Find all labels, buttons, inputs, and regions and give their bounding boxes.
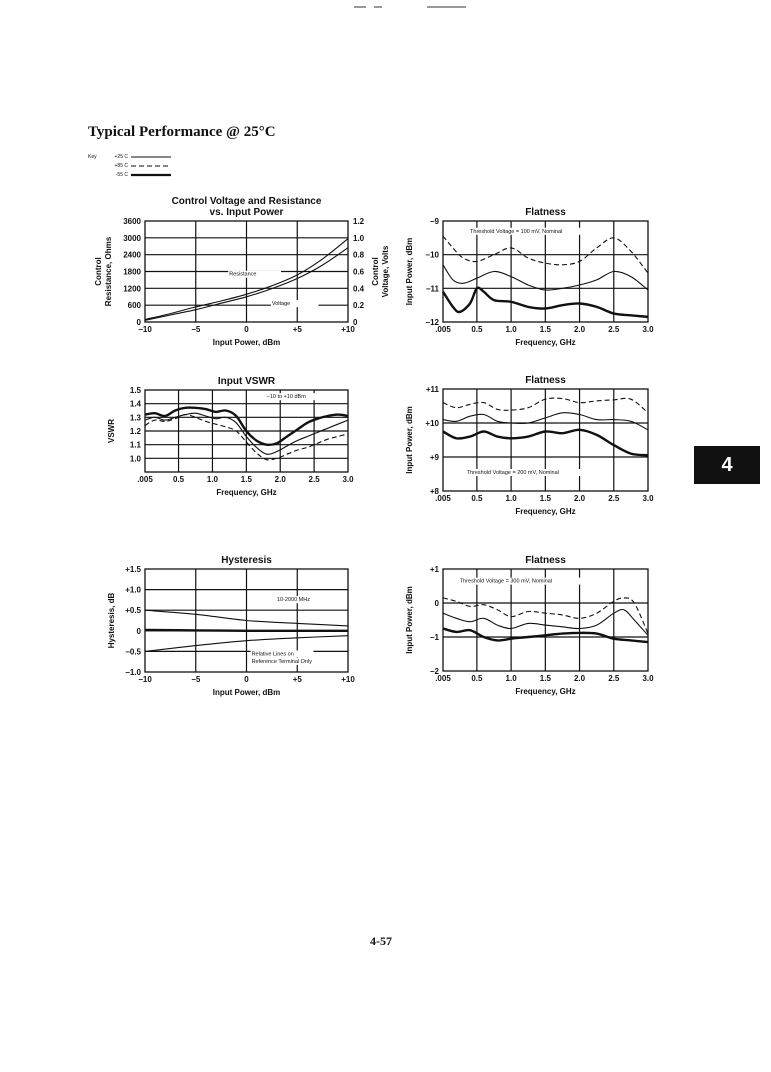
y-tick-label: +1.0 (125, 585, 141, 595)
y-axis-label: Input Power, dBm (405, 237, 414, 306)
x-tick-label: .005 (435, 494, 451, 503)
x-tick-label: 0.5 (471, 494, 483, 503)
x-axis-label: Input Power, dBm (212, 688, 281, 697)
x-tick-label: 2.0 (573, 674, 586, 683)
y-tick-label: 1200 (123, 284, 141, 294)
x-tick-label: −5 (191, 675, 201, 684)
y-tick-label: +1.5 (125, 565, 141, 574)
y-tick-label: 0 (434, 599, 439, 608)
y-tick-label: −11 (425, 284, 439, 294)
y-tick-label: +10 (425, 419, 439, 428)
y2-tick-label: 1.0 (353, 233, 365, 243)
x-tick-label: 0 (244, 325, 249, 334)
y-axis-label: Resistance, Ohms (104, 236, 113, 307)
y-tick-label: 1.3 (129, 413, 141, 423)
y-tick-label: 3000 (123, 233, 141, 243)
y-tick-label: −0.5 (125, 647, 141, 657)
chart-title: Input VSWR (217, 376, 276, 387)
x-tick-label: 2.0 (274, 475, 286, 484)
x-tick-label: 1.0 (206, 475, 219, 484)
x-tick-label: +5 (292, 325, 302, 334)
x-tick-label: 0.5 (471, 325, 483, 334)
y-tick-label: 1.2 (129, 427, 141, 436)
chart-annotation: Threshold Voltage = 100 mV, Nominal (470, 228, 563, 235)
x-tick-label: 2.5 (608, 674, 620, 683)
chart-annotation: Relative Lines on (251, 651, 294, 658)
y-axis-label: Input Power, dBm (405, 406, 414, 474)
y-tick-label: 1.1 (129, 440, 141, 450)
chart-subtitle: vs. Input Power (209, 207, 284, 218)
x-axis-label: Frequency, GHz (216, 488, 277, 497)
section-tab: 4 (694, 446, 760, 484)
x-tick-label: 2.5 (608, 494, 620, 503)
x-tick-label: −10 (138, 325, 152, 334)
y-tick-label: 3600 (123, 217, 141, 226)
y-tick-label: +1 (429, 565, 439, 574)
y2-tick-label: 0.4 (353, 284, 365, 294)
x-tick-label: 0.5 (471, 674, 483, 683)
x-tick-label: +5 (292, 675, 302, 684)
y-axis-label-prefix: Control (94, 257, 103, 286)
x-tick-label: 1.5 (539, 325, 551, 334)
x-tick-label: .005 (435, 674, 451, 683)
x-tick-label: 3.0 (642, 325, 654, 334)
legend-item-label: -55 C (115, 172, 128, 178)
x-tick-label: 1.0 (505, 325, 517, 334)
x-tick-label: 1.5 (240, 475, 252, 484)
legend-key-label: Key (88, 154, 97, 160)
y-tick-label: 2400 (123, 250, 141, 260)
x-tick-label: .005 (137, 475, 153, 484)
x-tick-label: 1.5 (539, 674, 551, 683)
x-tick-label: 2.0 (573, 494, 586, 503)
y-tick-label: +0.5 (125, 606, 141, 616)
y-tick-label: 1800 (123, 267, 141, 277)
y-tick-label: −12 (425, 318, 439, 327)
x-tick-label: 2.0 (573, 325, 586, 334)
x-axis-label: Input Power, dBm (212, 338, 281, 347)
x-tick-label: +10 (341, 325, 355, 334)
y2-tick-label: 0.6 (353, 267, 365, 277)
chart-title: Flatness (525, 555, 566, 566)
y-tick-label: 1.0 (129, 454, 141, 464)
x-tick-label: 2.5 (608, 325, 620, 334)
x-tick-label: 1.0 (505, 494, 517, 503)
chart-annotation: Voltage (271, 301, 291, 308)
x-tick-label: 0.5 (172, 475, 185, 484)
chart-annotation: 10-2000 MHz (276, 597, 310, 604)
x-tick-label: −10 (138, 675, 152, 684)
x-tick-label: 3.0 (342, 475, 354, 484)
y-tick-label: −9 (429, 217, 439, 226)
y-tick-label: 1.4 (129, 399, 141, 409)
y2-tick-label: 0 (353, 318, 358, 327)
legend-item-label: +85 C (114, 163, 128, 169)
y-tick-label: +9 (429, 453, 439, 462)
chart-annotation: Resistance (229, 271, 257, 278)
chart-annotation: Threshold Voltage = 300 mV, Nominal (459, 578, 553, 585)
y2-axis-label-prefix: Control (371, 257, 380, 286)
y-tick-label: −10 (425, 250, 439, 260)
y-tick-label: +11 (425, 385, 439, 394)
y-tick-label: 0 (136, 626, 141, 636)
y-axis-label: Input Power, dBm (405, 586, 414, 654)
y-tick-label: −1 (429, 633, 439, 642)
y-tick-label: 600 (127, 301, 141, 311)
x-tick-label: .005 (435, 325, 451, 334)
x-axis-label: Frequency, GHz (515, 338, 576, 347)
chart-annotation: Threshold Voltage = 200 mV, Nominal (466, 470, 559, 476)
y-tick-label: −1.0 (125, 668, 141, 677)
y-tick-label: −2 (429, 667, 439, 676)
chart-title: Hysteresis (221, 555, 272, 566)
page-number: 4-57 (370, 934, 392, 948)
y-tick-label: +8 (429, 487, 439, 496)
chart-annotation: Reference Terminal Only (251, 658, 313, 665)
y-axis-label: VSWR (107, 419, 116, 443)
y-axis-label: Hysteresis, dB (107, 592, 116, 649)
x-tick-label: 0 (244, 675, 249, 684)
chart-annotation: −10 to +10 dBm (266, 394, 306, 401)
y2-tick-label: 0.8 (353, 250, 365, 260)
y-tick-label: 1.5 (129, 386, 141, 395)
y2-tick-label: 0.2 (353, 301, 365, 311)
x-axis-label: Frequency, GHz (515, 687, 576, 696)
chart-title: Flatness (525, 375, 566, 386)
x-tick-label: 3.0 (642, 674, 654, 683)
x-tick-label: +10 (341, 675, 355, 684)
x-tick-label: 3.0 (642, 494, 654, 503)
y2-tick-label: 1.2 (353, 217, 365, 226)
legend-item-label: +25 C (114, 154, 128, 160)
x-tick-label: 1.5 (539, 494, 551, 503)
y-tick-label: 0 (136, 318, 141, 327)
x-tick-label: 2.5 (308, 475, 320, 484)
y2-axis-label: Voltage, Volts (381, 245, 390, 298)
x-axis-label: Frequency, GHz (515, 507, 576, 516)
chart-title: Control Voltage and Resistance (171, 196, 322, 207)
chart-title: Flatness (525, 207, 566, 218)
section-heading: Typical Performance @ 25°C (88, 124, 276, 140)
x-tick-label: −5 (191, 325, 201, 334)
x-tick-label: 1.0 (505, 674, 517, 683)
